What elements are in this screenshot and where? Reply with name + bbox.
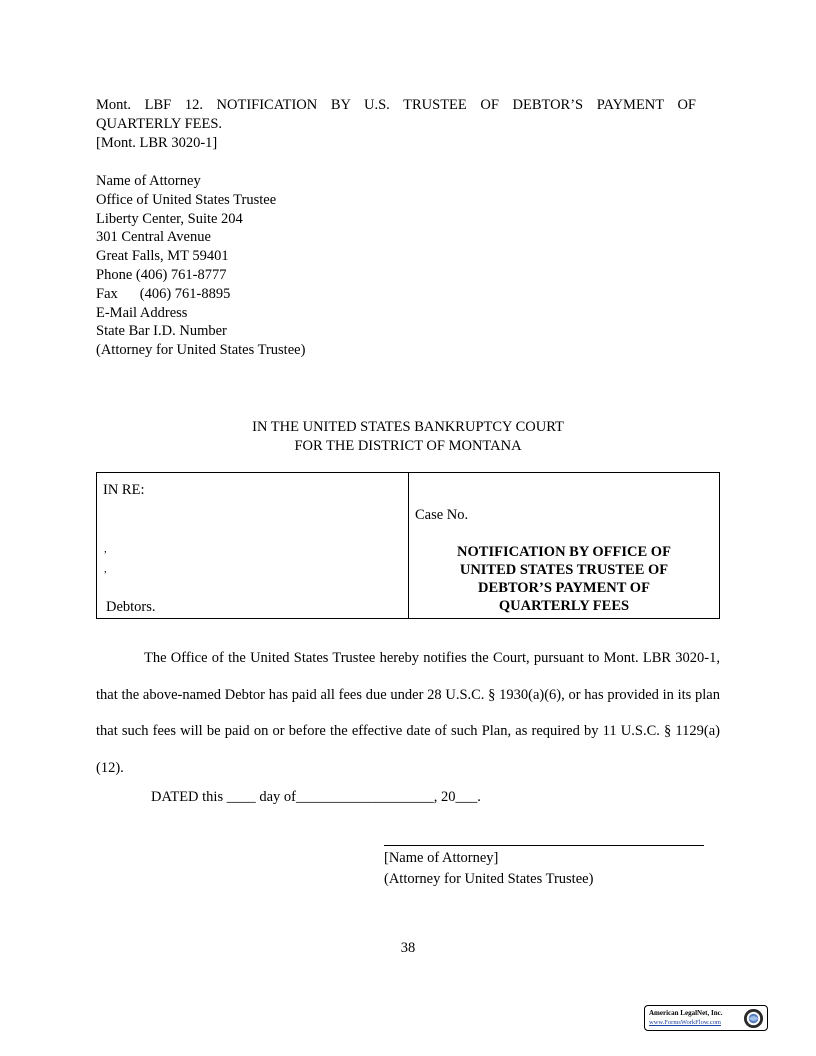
globe-icon bbox=[743, 1008, 764, 1029]
notice-title-line-2: UNITED STATES TRUSTEE OF bbox=[459, 562, 669, 578]
rule-reference: [Mont. LBR 3020-1] bbox=[96, 135, 218, 151]
footer-logo[interactable] bbox=[644, 1005, 768, 1031]
court-heading-line-2: FOR THE DISTRICT OF MONTANA bbox=[294, 437, 522, 454]
logo-url-link[interactable]: www.FormsWorkFlow.com bbox=[649, 1019, 721, 1026]
notice-title bbox=[409, 543, 719, 615]
fax-number: (406) 761-8895 bbox=[139, 285, 231, 302]
notice-title-line-4: QUARTERLY FEES bbox=[498, 598, 630, 614]
attorney-block bbox=[96, 172, 305, 360]
signature-name: [Name of Attorney] bbox=[384, 850, 499, 866]
case-number-label: Case No. bbox=[415, 507, 469, 523]
attorney-bar-id: State Bar I.D. Number bbox=[96, 323, 227, 340]
logo-company-name: American LegalNet, Inc. bbox=[649, 1009, 723, 1017]
attorney-phone: Phone (406) 761-8777 bbox=[96, 266, 227, 283]
caption-right-cell bbox=[409, 473, 719, 618]
signature-line bbox=[384, 845, 704, 846]
attorney-fax bbox=[96, 285, 305, 304]
attorney-city: Great Falls, MT 59401 bbox=[96, 248, 229, 265]
debtors-label: Debtors. bbox=[106, 599, 156, 615]
court-heading bbox=[96, 418, 720, 455]
debtor-name-comma-2: , bbox=[104, 563, 107, 575]
case-caption-table bbox=[96, 472, 720, 619]
in-re-label: IN RE: bbox=[103, 482, 145, 498]
notice-title-line-1: NOTIFICATION BY OFFICE OF bbox=[457, 544, 671, 560]
attorney-email: E-Mail Address bbox=[96, 304, 188, 321]
page-number: 38 bbox=[400, 940, 416, 956]
form-title-line-1: Mont. LBF 12. NOTIFICATION BY U.S. TRUSTEE OF DEBTOR’S PAYMENT OF bbox=[96, 97, 696, 113]
attorney-office: Office of United States Trustee bbox=[96, 191, 277, 208]
debtor-name-comma-1: , bbox=[104, 543, 107, 555]
caption-left-cell bbox=[97, 473, 409, 618]
body-paragraph bbox=[96, 640, 720, 786]
notice-title-line-3: DEBTOR’S PAYMENT OF bbox=[478, 580, 650, 596]
notice-paragraph: The Office of the United States Trustee hereby notifies the Court, pursuant to Mont. LBR 3020-1, that the above-named Debtor has paid all fees due under 28 U.S.C. § 1930(a)(6), or has provided in its plan that such fees will be paid on or before the effective date of such Plan, as required by 11 U.S.C. § 1129(a)(12). bbox=[96, 650, 720, 776]
attorney-street: 301 Central Avenue bbox=[96, 229, 211, 246]
attorney-role: (Attorney for United States Trustee) bbox=[96, 342, 306, 359]
form-title-line-2: QUARTERLY FEES. bbox=[96, 116, 223, 132]
signature-role: (Attorney for United States Trustee) bbox=[384, 871, 594, 887]
attorney-building: Liberty Center, Suite 204 bbox=[96, 210, 243, 227]
fax-label: Fax bbox=[96, 285, 118, 302]
dated-line: DATED this ____ day of___________________, 20___. bbox=[151, 789, 481, 805]
attorney-name: Name of Attorney bbox=[96, 173, 201, 189]
court-heading-line-1: IN THE UNITED STATES BANKRUPTCY COURT bbox=[252, 419, 564, 435]
form-title bbox=[96, 96, 696, 153]
